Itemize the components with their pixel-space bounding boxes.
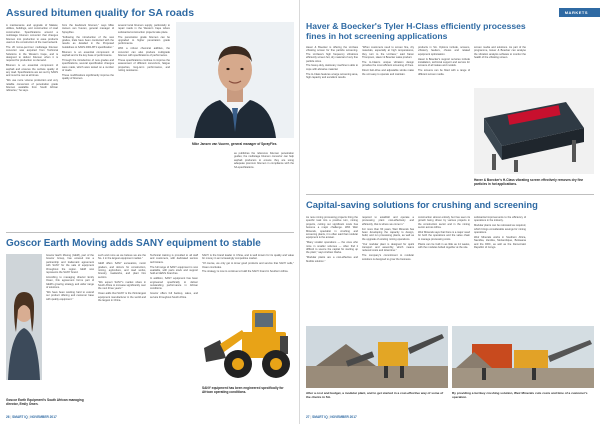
bitumen-col1-p2: The 20 tonne-per-hour multistage bitumen convertor was acquired from Technical Solutions in the Western Cape, and is designed to deliver bitumen when it is required for production on demand. [6,45,58,63]
portrait-figure [176,22,294,138]
haver-headline [306,22,596,42]
haver-col-3 [418,46,470,186]
capital-col1-p2: "Many smaller operations — the ones who mine in smaller volumes — often find it difficult to source the capital for starting up the plant," says Andrew Clarke. [306,241,358,255]
portrait-caption-jansen [192,142,296,146]
haver-col1-p1: Haver & Boecker is offering the H-Class vibrating screen for fine particle screening. The H-Class's high frequency vibrations efficiently screen hot, dry material of very fine particle sizes. [306,46,358,63]
capital-col2-p3: "Our modular plant is designed for quick transport and assembly, which means reduced costs and downtime." [362,242,414,253]
left-pub-name: SMART IQ [12,415,28,419]
goscor-col4-p1: SANY is the brand leader in China, and is well known for its quality and value for money in an increasingly competitive market. [202,254,294,261]
sany-loader-caption: SANY equipment has been engineered specifically for African operating conditions. [202,386,284,395]
capital-col2-p4: The company's commitment to modular solutions is designed to grow the business. [362,254,414,261]
capital-col1-p1: As new mining processing projects bring the specific task into a positive turn, mining projects, cutting out significant costs has become a major challenge. With Weir Minerals, specialist in crushing and screening plants, it is often said that modular equipment is the answer. [306,216,358,240]
capital-col3-p2: Weir Minerals says that there is a major need for both the operations and the value chain to manage processing costs. [418,231,470,241]
goscor-col1-p2: According to managing director Emily Owen, this agreement forms part of GEM's growing strategy and wider range of solutions. [46,275,94,290]
vibrating-screen-icon [474,88,594,174]
goscor-col3-p4: Goscor offers full backup, sales, and service throughout South Africa. [150,292,198,299]
capital-col2-p2: For more than 60 years, Weir Minerals has been developing the capacity to design, build, and run processing plants, as well as the upgrade of existing mining operations. [362,227,414,241]
goscor-col4-p2: "Of course, we only get to know good products and service that SANY sells," Owen concludes. [202,262,294,269]
haver-article [300,0,600,200]
capital-col3-p3: Plants can be built in as little as 14 weeks, with the modules bolted together at the site. [418,242,470,250]
goscor-col2-p3: "We expect SANY's market share in South Africa to increase significantly over the next three years." [98,280,146,291]
capital-article [300,196,600,416]
right-folio: 27 | SMART IQ | NOVEMBER 2017 [306,415,357,419]
goscor-col-3 [150,254,198,404]
bitumen-col-2 [62,24,114,224]
bitumen-col1-p1: A maintenance and upgrade of Malawi, utilities, buildings, and construction of road construction. Specifications around a multistage bitumen convertor that changes bitumen into production to ease products used on the construction of the road network. [6,24,58,45]
haver-col-1 [306,46,358,186]
portrait-photo-owen [6,254,42,380]
bitumen-col2-p3: Bitumen is an essential component of asphalt and is the key base of performance. [62,50,114,58]
bitumen-col-4 [234,152,294,224]
goscor-col2-p4: Owen adds that SANY is the third-largest equipment manufacturer in the world and the largest in China. [98,292,146,303]
bitumen-col3-p1: several local bitumen supply, particularly to repair roads in the Western Cape where substantial construction projects take place. [118,24,170,34]
left-folio: 26 | SMART IQ | NOVEMBER 2017 [6,415,57,419]
haver-col2-p1: "When customers need to screen fine, dry materials, especially at high temperatures, they turn to the H-Class," said Karen Thompson, Haver & Boecker sales product. [362,46,414,60]
left-section-divider [6,232,294,233]
capital-col4-p2: Modular plants can be relocated as required, which brings considerable savings for mining operations. [474,224,526,235]
turnkey-plant-photo [452,326,594,388]
capital-col2-p1: required to establish and operate a processing plant cost-effectively and efficiently, that is where we come in." [362,216,414,226]
bitumen-col3-p4: These specifications continue to improve the assessment of different convertors, fatigue properties, long-term performance, and rutting resistance. [118,58,170,73]
modular-plant-photo [306,326,448,388]
goscor-portrait-caption: Goscor Earth Equipment's South African managing director, Emily Owen. [6,398,84,407]
bitumen-article [0,0,300,232]
bitumen-col2-p5: These modifications significantly improve the quality of bitumen. [62,73,114,81]
goscor-col2-p1: such and more as we believe we are the No. 1 in the largest equipment market." [98,254,146,261]
right-pub-name: SMART IQ [312,415,328,419]
section-tab: MARKETS [559,8,600,17]
haver-col-2 [362,46,414,186]
bitumen-col4-p1: as publishes the reference bitumen penetration guides; the multistage bitumen convertor can help asphalt producers to ensure they are using adequate premium bitumen in compliance with the SA specifications. [234,152,294,169]
bitumen-col3-p2: The penetration grade bitumen can be upgraded to higher penetration grade performance. [118,35,170,46]
haver-photo-caption: Haver & Boecker's H-Class vibrating screen effectively removes dry fine particles in hot applications. [474,178,584,187]
bitumen-col-1 [6,24,58,224]
haver-col3-p3: The screens can be fitted with a range of different screen media. [418,69,470,76]
goscor-headline: Goscor Earth Moving adds SANY equipment to stable [6,238,261,249]
bitumen-col2-p2: "Following the introduction of the new grades, trials have been conducted with the results as detailed in the Proposed Guidelines to SANS 4001-BT1 specification." [62,35,114,49]
goscor-col-2 [98,254,146,404]
owen-figure [6,254,42,380]
left-page-number: 26 [6,415,10,419]
capital-col4-p3: Weir Minerals works in Southern Africa, Namibia, Zambia, Mozambique, Botswana and the DRC, as well as the Democratic Republic of Congo. [474,235,526,250]
haver-col1-p3: The H-Class features a large screening area, high capacity and excellent results. [306,72,358,80]
capital-col4-p1: substantial improvements to the efficiency of operations in the industry. [474,216,526,223]
haver-col2-p3: Direct belt-drive and adjustable stroke make the unit easy to operate and maintain. [362,69,414,76]
bitumen-col-3 [118,24,170,224]
right-page-number: 27 [306,415,310,419]
screening-plant-icon [452,326,594,388]
capital-headline: Capital-saving solutions for crushing and screening [306,199,538,210]
capital-caption-right: By providing a turnkey crushing solution, Weir Minerals cuts costs and time of a customer's operation. [452,391,588,400]
capital-col1-p3: "Modular plants are a cost-effective and flexible solution." [306,256,358,263]
sany-loader-photo [202,296,294,384]
capital-caption-left: After a cost and budget, a modular plant, and to get started in a cost-effective way of some of the clients in SA. [306,391,444,400]
goscor-col3-p2: The full range of SANY equipment is now available, with parts stock and support held at GEM's branches. [150,265,198,276]
bitumen-col3-p3: With a robust chemical additive, the convertor can also produce multigrade bitumen with specifications of performance. [118,47,170,58]
haver-col3-p2: Haver & Boecker's support services include installation, technical support and service for screens of all makes and models. [418,57,470,68]
portrait-caption-role: general manager of SprayFlex. [230,142,278,146]
haver-headline-line2: fines in hot screening applications [306,30,448,41]
bitumen-col1-p4: "We use more volume production and very reliable conversion of penetration grade bitumen available from South African refineries," he says. [6,79,58,93]
right-page [300,0,600,424]
capital-col3-p1: construction almost entirely but has seen its growth being driven by various projects in the construction sector and in the mining sector across Africa. [418,216,470,230]
haver-col3-p1: products in SA. Options include, screens, vibratory feeders, chutes and related equipment optimisation. [418,46,470,56]
right-issue-date: NOVEMBER 2017 [330,415,357,419]
haver-headline-line1: Haver & Boecker's Tyler H-Class efficiently processes [306,21,526,31]
goscor-col1-p1: Goscor Earth Moving (GEM), part of the Goscor Group, has entered into a partnership and trademark agreement with SANY for the sale of equipment throughout the region. GEM now represents the SANY brand. [46,254,94,275]
bitumen-headline: Assured bitumen quality for SA roads [6,7,195,19]
goscor-article [0,234,300,414]
capital-col-3 [418,216,470,326]
capital-col-4 [474,216,526,326]
haver-col4-p1: screen media and solutions. As part of the programme, Haver & Boecker can analyse the vibration analysis software to monitor the health of the vibrating screen. [474,46,526,60]
bitumen-col1-p3: Bitumen is an essential component of asphalt and ensures the surface quality of any road. Specifications are set out by SANS and must be met at all times. [6,64,58,78]
bitumen-col2-p1: from the feedstock bitumen," says Mike Jansen van Vuuren, general manager of SprayFlex. [62,24,114,34]
portrait-caption-name: Mike Jansen van Vuuren, [192,142,230,146]
vibrating-screen-photo [474,88,594,174]
goscor-col3-p1: Technical training is provided to all staff and customers, with dedicated service technicians. [150,254,198,264]
capital-col-2 [362,216,414,326]
left-issue-date: NOVEMBER 2017 [30,415,57,419]
goscor-col3-p3: In addition, SANY equipment has been engineered specifically to deliver outstanding performance in African conditions. [150,277,198,291]
wheel-loader-icon [202,296,294,384]
bitumen-col2-p4: Through the introduction of new grades and specifications, several specification changes were made, which were tested on a number of roads. [62,58,114,73]
goscor-col1-p3: "We have been working hard to extend our product offering and customer base with quality equipment." [46,290,94,301]
right-section-divider [306,194,594,195]
haver-col2-p2: The H-Class's unique vibration design provides the most efficient screening of fines. [362,61,414,68]
goscor-col-4 [202,254,294,294]
crushing-plant-icon [306,326,448,388]
haver-col1-p2: The heavy-duty, stationary machine is able to cope with abrasive material. [306,64,358,71]
goscor-col4-p3: The strategy is now to continue to build the SANY brand in Southern Africa. [202,270,289,274]
portrait-photo-jansen [176,22,294,138]
capital-col-1 [306,216,358,326]
goscor-col2-p2: GEM offers SANY excavators, motor graders, and dozers for construction, mining, agriculture, and road works, forestry, roadworks, and plant hire sectors. [98,262,146,279]
goscor-col-1 [46,254,94,404]
haver-col-4 [474,46,526,86]
